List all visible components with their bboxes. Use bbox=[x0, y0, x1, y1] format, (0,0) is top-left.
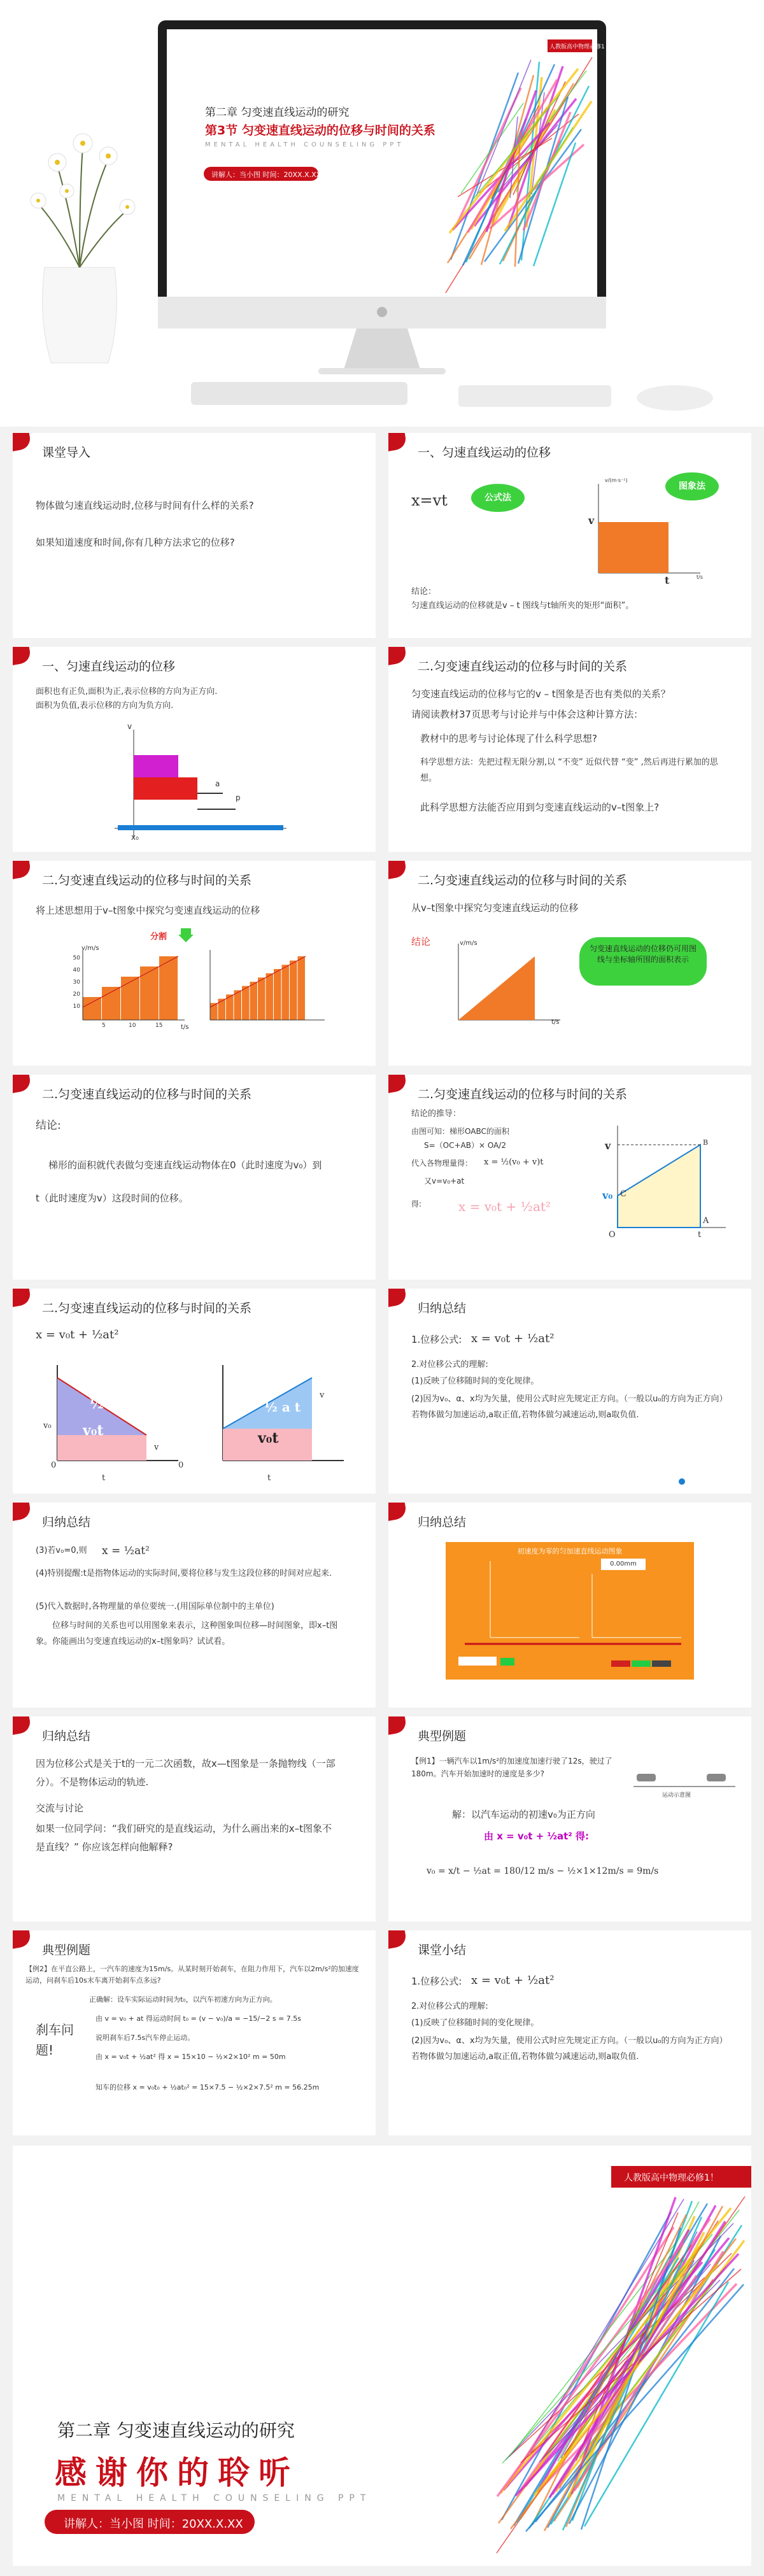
slide-area-sign bbox=[13, 647, 376, 852]
slide-vt-conclusion bbox=[388, 861, 751, 1066]
corner-mark bbox=[388, 1930, 407, 1950]
stair-bar bbox=[266, 973, 274, 1020]
corner-mark bbox=[388, 1503, 407, 1522]
v0-label: v₀ bbox=[602, 1189, 613, 1201]
x-tick: 15 bbox=[155, 1023, 163, 1029]
o-label: O bbox=[609, 1230, 616, 1240]
end-chapter: 第二章 匀变速直线运动的研究 bbox=[57, 2420, 295, 2441]
slide-uniform-displacement bbox=[388, 433, 751, 638]
end-en: MENTAL HEALTH COUNSELING PPT bbox=[57, 2493, 372, 2503]
trapezoid-graph bbox=[598, 1119, 739, 1247]
slide-example-2 bbox=[13, 1930, 376, 2135]
slide-text: 匀变速直线运动的位移与它的v – t图象是否也有类似的关系？ bbox=[411, 688, 670, 700]
slide-text: 又v=v₀+at bbox=[424, 1177, 465, 1185]
formula-result: x = v₀t + ½at² bbox=[458, 1199, 551, 1214]
slide-title: 一、匀速直线运动的位移 bbox=[418, 446, 551, 460]
y-label: v bbox=[127, 722, 132, 731]
slide-text: (1)反映了位移随时间的变化规律。 bbox=[411, 2018, 539, 2028]
stair-bar bbox=[121, 977, 139, 1020]
v-label: v bbox=[154, 1443, 159, 1452]
solution-step: 由 v = v₀ + at 得运动时间 t₀ = (v − v₀)/a = −15/−2 s = 7.5s bbox=[96, 2014, 302, 2023]
stair-bar bbox=[274, 969, 281, 1020]
y-axis-label: v/m/s bbox=[81, 945, 99, 952]
cover-tag: 人教版高中物理必修1 bbox=[549, 44, 605, 50]
slide-segmentation bbox=[13, 861, 376, 1066]
slide-text: 请阅读教材37页思考与讨论并与中体会这种计算方法： bbox=[411, 709, 644, 720]
slide-text: S=（OC+AB）× OA/2 bbox=[424, 1141, 506, 1150]
slide-title: 归纳总结 bbox=[42, 1515, 91, 1529]
slide-title: 归纳总结 bbox=[418, 1515, 467, 1529]
brake-label: 刹车问题! bbox=[36, 2022, 74, 2058]
area-split-graphs bbox=[32, 1352, 363, 1480]
half-at-label: ½ a t bbox=[89, 1396, 129, 1412]
corner-mark bbox=[388, 861, 407, 880]
t-label: t bbox=[665, 574, 670, 586]
formula: x = v₀t + ½at² bbox=[471, 1974, 555, 1987]
slide-text: 1.位移公式: bbox=[411, 1334, 462, 1345]
x-axis-label: t/s bbox=[551, 1019, 560, 1026]
end-presenter: 讲解人：当小图 时间：20XX.X.XX bbox=[64, 2517, 243, 2531]
bubble-graph: 图象法 bbox=[665, 472, 719, 500]
slide-text: 2.对位移公式的理解: bbox=[411, 2002, 488, 2011]
slide-text: 面积为负值,表示位移的方向为负方向. bbox=[36, 701, 174, 711]
slide-thinking bbox=[388, 647, 751, 852]
a-label: a bbox=[215, 779, 220, 788]
slide-text: (2)因为v₀、α、x均为矢量，使用公式时应先规定正方向。（一般以u₀的方向为正方向）若物体做匀加速运动,a取正值,若物体做匀减速运动,则a取负值. bbox=[411, 2036, 728, 2062]
sim-readout: 0.00mm bbox=[601, 1559, 646, 1570]
slide-title: 课堂导入 bbox=[42, 446, 91, 460]
corner-mark bbox=[388, 1716, 407, 1736]
stair-bar bbox=[140, 966, 159, 1020]
stair-bar bbox=[290, 961, 297, 1020]
corner-mark bbox=[13, 1075, 32, 1094]
cover-hero bbox=[0, 0, 764, 427]
solution-text: 解：以汽车运动的初速v₀为正方向 bbox=[452, 1809, 595, 1820]
slide-text: (1)反映了位移随时间的变化规律。 bbox=[411, 1376, 539, 1386]
slide-trapezoid-conclusion bbox=[13, 1075, 376, 1280]
slide-text: 教材中的思考与讨论体现了什么科学思想? bbox=[420, 733, 597, 744]
stair-bar bbox=[242, 986, 250, 1020]
slide-text: t（此时速度为v）这段时间的位移。 bbox=[36, 1192, 188, 1204]
corner-mark bbox=[13, 1503, 32, 1522]
slide-text: 物体做匀速直线运动时,位移与时间有什么样的关系? bbox=[36, 500, 254, 511]
slide-text: 位移与时间的关系也可以用图象来表示，这种图象叫位移—时间图象，即x–t图象。你能画出匀变速直线运动的x–t图象吗？试试看。 bbox=[36, 1621, 338, 1646]
corner-mark bbox=[13, 1716, 32, 1736]
x-tick: 5 bbox=[102, 1023, 106, 1029]
cover-section: 第3节 匀变速直线运动的位移与时间的关系 bbox=[205, 124, 435, 138]
slide-title: 归纳总结 bbox=[42, 1729, 91, 1743]
v-label: v bbox=[605, 1140, 611, 1152]
slide-text: 交流与讨论 bbox=[36, 1802, 84, 1814]
slide-text: (4)特别提醒:t是指物体运动的实际时间,要将位移与发生这段位移的时间对应起来. bbox=[36, 1569, 332, 1578]
formula: x = v₀t + ½at² bbox=[471, 1332, 555, 1345]
stair-bar bbox=[258, 977, 265, 1020]
slide-text: 面积也有正负,面积为正,表示位移的方向为正方向. bbox=[36, 687, 218, 697]
t-unit: t/s bbox=[697, 574, 703, 580]
corner-mark bbox=[388, 1075, 407, 1094]
y-ticks: 50 40 30 20 10 bbox=[73, 955, 80, 1010]
stair-bar bbox=[282, 965, 290, 1020]
solution-step: 说明刹车后7.5s汽车停止运动。 bbox=[96, 2034, 195, 2042]
slide-title: 二.匀变速直线运动的位移与时间的关系 bbox=[418, 1087, 628, 1101]
slide-text: (3)若v₀=0,则 bbox=[36, 1546, 87, 1555]
slide-title: 一、匀速直线运动的位移 bbox=[42, 660, 176, 674]
keyboard bbox=[191, 382, 407, 405]
a-label: A bbox=[703, 1216, 709, 1226]
vase-flowers bbox=[31, 134, 135, 363]
slide-text: 2.对位移公式的理解: bbox=[411, 1360, 488, 1369]
axis-label: v/(m·s⁻¹) bbox=[605, 478, 628, 483]
corner-mark bbox=[388, 433, 407, 452]
x-axis-label: t/s bbox=[181, 1024, 189, 1031]
slide-title: 二.匀变速直线运动的位移与时间的关系 bbox=[42, 874, 252, 888]
formula: x = ½(v₀ + v)t bbox=[484, 1157, 544, 1167]
solution-result: v₀ = x/t − ½at = 180/12 m/s − ½×1×12m/s = 9m/s bbox=[427, 1866, 659, 1876]
corner-mark bbox=[13, 433, 32, 452]
slide-area-split bbox=[13, 1289, 376, 1494]
cover-en: MENTAL HEALTH COUNSELING PPT bbox=[205, 141, 404, 148]
half-at-label-2: ½ a t bbox=[264, 1399, 301, 1415]
corner-mark bbox=[388, 647, 407, 666]
conclusion-label: 结论: bbox=[36, 1119, 61, 1132]
slide-title: 二.匀变速直线运动的位移与时间的关系 bbox=[42, 1301, 252, 1315]
stair-bar bbox=[250, 982, 258, 1020]
slide-text: 因为位移公式是关于t的一元二次函数，故x—t图象是一条抛物线（一部分）。不是物体运动的轨迹. bbox=[36, 1758, 336, 1788]
slide-text: 结论的推导： bbox=[411, 1109, 462, 1119]
corner-mark bbox=[13, 647, 32, 666]
slide-title: 归纳总结 bbox=[418, 1301, 467, 1315]
area-rect bbox=[598, 522, 668, 573]
slide-text: 得: bbox=[411, 1200, 422, 1208]
slide-text: 梯形的面积就代表做匀变速直线运动物体在0（此时速度为v₀）到 bbox=[48, 1159, 322, 1171]
slide-derivation bbox=[388, 1075, 751, 1280]
conclusion-bubble: 匀变速直线运动的位移仍可用图线与坐标轴所围的面积表示 bbox=[579, 937, 707, 986]
slide-title: 典型例题 bbox=[42, 1943, 91, 1957]
slide-class-summary bbox=[388, 1930, 751, 2135]
x0-label: x₀ bbox=[131, 833, 139, 842]
example-text: 【例1】一辆汽车以1m/s²的加速度加速行驶了12s，驶过了180m。汽车开始加速时的速度是多少? bbox=[411, 1757, 612, 1779]
dot bbox=[679, 1478, 685, 1485]
slide-lesson-intro bbox=[13, 433, 376, 638]
mouse bbox=[637, 385, 713, 411]
sim-title: 初速度为零的匀加速直线运动图象 bbox=[517, 1547, 623, 1555]
slide-text: (2)因为v₀、α、x均为矢量，使用公式时应先规定正方向。（一般以u₀的方向为正方向）若物体做匀加速运动,a取正值,若物体做匀减速运动,则a取负值. bbox=[411, 1394, 728, 1420]
v-label: v bbox=[588, 514, 595, 527]
cover-illustration bbox=[0, 0, 764, 427]
area-diagram bbox=[108, 717, 293, 844]
slide-text: (5)代入数据时,各物理量的单位要统一.(用国际单位制中的主单位) bbox=[36, 1602, 274, 1611]
slide-simulation bbox=[388, 1503, 751, 1708]
slide-title: 二.匀变速直线运动的位移与时间的关系 bbox=[42, 1087, 252, 1101]
simulation-panel bbox=[446, 1542, 694, 1680]
stair-bar bbox=[234, 990, 242, 1020]
stair-bar bbox=[218, 999, 226, 1020]
example-text: 【例2】在平直公路上，一汽车的速度为15m/s。从某时刻开始刹车，在阻力作用下，汽车以2m/s²的加速度运动，问刹车后10s末车离开始刹车点多远? bbox=[25, 1965, 359, 1985]
cover-presenter: 讲解人：当小图 时间：20XX.X.XX bbox=[211, 171, 322, 179]
slide-text: 1.位移公式: bbox=[411, 1976, 462, 1987]
down-arrow-icon bbox=[178, 927, 194, 942]
slide-text: 从v–t图象中探究匀变速直线运动的位移 bbox=[411, 902, 579, 914]
solution-step: 知车的位移 x = v₀t₀ + ½at₀² = 15×7.5 − ½×2×7.5² m = 56.25m bbox=[96, 2083, 320, 2091]
slide-summary-1 bbox=[388, 1289, 751, 1494]
corner-mark bbox=[13, 1930, 32, 1950]
t-label: t bbox=[698, 1230, 702, 1240]
slide-example-1 bbox=[388, 1716, 751, 1921]
slide-summary-2 bbox=[13, 1503, 376, 1708]
slide-text: 如果知道速度和时间,你有几种方法求它的位移? bbox=[36, 537, 235, 548]
zero-label-2: 0 bbox=[178, 1461, 184, 1470]
slide-title: 课堂小结 bbox=[418, 1943, 467, 1957]
stair-bar bbox=[83, 997, 101, 1020]
slide-text: 由图可知：梯形OABC的面积 bbox=[411, 1127, 509, 1136]
c-label: C bbox=[620, 1189, 626, 1199]
slide-text: 科学思想方法：先把过程无限分割,以 “不变” 近似代替 “变” ,然后再进行累加的思想。 bbox=[420, 758, 718, 783]
bubble-formula: 公式法 bbox=[471, 484, 525, 512]
corner-mark bbox=[388, 1289, 407, 1308]
stair-bar bbox=[159, 956, 178, 1020]
y-axis-label: v/m/s bbox=[460, 940, 478, 947]
v0t-label: v₀t bbox=[83, 1422, 104, 1439]
end-tag: 人教版高中物理必修1！ bbox=[624, 2173, 719, 2183]
slide-text: 此科学思想方法能否应用到匀变速直线运动的v–t图象上? bbox=[420, 802, 660, 813]
b-label: B bbox=[703, 1138, 709, 1147]
color-lines-art bbox=[497, 2197, 745, 2553]
stair-bar bbox=[298, 956, 306, 1020]
trackpad bbox=[458, 385, 611, 407]
slide-text: 代入各物理量得： bbox=[411, 1159, 473, 1168]
end-thanks: 感谢你的聆听 bbox=[55, 2454, 299, 2491]
slide-thanks bbox=[13, 2146, 751, 2566]
solution-step: 正确解：设车实际运动时间为t₀，以汽车初速方向为正方向。 bbox=[89, 1995, 277, 2004]
slide-title: 典型例题 bbox=[418, 1729, 467, 1743]
zero-label: 0 bbox=[51, 1461, 57, 1470]
p-label: p bbox=[236, 793, 241, 802]
split-label: 分割 bbox=[150, 932, 167, 942]
slide-title: 二.匀变速直线运动的位移与时间的关系 bbox=[418, 660, 628, 674]
formula: x=vt bbox=[411, 492, 448, 509]
slide-title: 二.匀变速直线运动的位移与时间的关系 bbox=[418, 874, 628, 888]
corner-mark bbox=[13, 861, 32, 880]
conclusion-text: 匀速直线运动的位移就是v – t 图线与t轴所夹的矩形“面积”。 bbox=[411, 601, 634, 611]
vt-rect-graph bbox=[579, 478, 707, 586]
v-label-2: v bbox=[320, 1391, 325, 1400]
t-label: t bbox=[102, 1473, 106, 1483]
diagram-caption: 运动示意图 bbox=[662, 1792, 691, 1799]
slide-text: 如果一位同学问：“我们研究的是直线运动，为什么画出来的x–t图象不是直线？” 你应该怎样向他解释? bbox=[36, 1823, 332, 1853]
corner-mark bbox=[13, 1289, 32, 1308]
formula: x = v₀t + ½at² bbox=[36, 1328, 119, 1341]
t-label-2: t bbox=[267, 1473, 271, 1483]
cover-chapter: 第二章 匀变速直线运动的研究 bbox=[205, 106, 350, 119]
solution-step: 由 x = v₀t + ½at² 得 x = 15×10 − ½×2×10² m = 50m bbox=[96, 2053, 286, 2061]
x-tick: 10 bbox=[129, 1023, 136, 1029]
sim-graphs bbox=[446, 1542, 694, 1680]
conclusion-label: 结论： bbox=[411, 587, 437, 597]
v0t-label-2: v₀t bbox=[258, 1430, 279, 1447]
slide-text: 将上述思想用于v–t图象中探究匀变速直线运动的位移 bbox=[36, 905, 260, 916]
solution-step: 由 x = v₀t + ½at² 得: bbox=[484, 1830, 590, 1842]
formula: x = ½at² bbox=[102, 1545, 150, 1557]
v0-label: v₀ bbox=[43, 1421, 52, 1431]
slide-summary-3 bbox=[13, 1716, 376, 1921]
vt-triangle-graph bbox=[439, 937, 567, 1039]
conclusion-label: 结论 bbox=[411, 936, 431, 947]
